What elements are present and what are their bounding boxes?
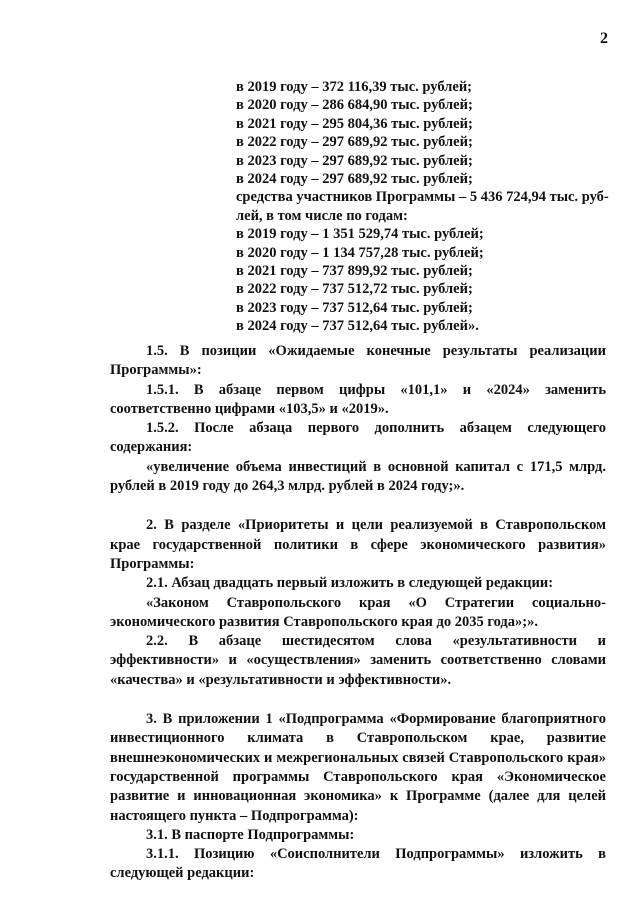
section-2-1: 2.1. Абзац двадцать первый изложить в следующей редакции: [146,575,554,592]
spacer [110,690,606,710]
funding-line: в 2021 году – 737 899,92 тыс. рублей; [236,263,473,280]
funding-line: в 2020 году – 1 134 757,28 тыс. рублей; [236,244,484,261]
section-2-2: 2.2. В абзаце шестидесятом слова «результативности и эффективности» и «осуществления» заменить соответственно словами «качества» и «результативности и эффективности». [110,633,606,688]
funding-line: средства участников Программы – 5 436 724,94 тыс. руб- [236,189,609,206]
document-body [110,342,606,884]
section-3-heading: 3. В приложении 1 «Подпрограмма «Формирование благоприятного инвестиционного климата в Ставропольском крае, развитие внешнеэкономических и межрегиональных связей Ставропольского края» государственной программы Ставропольского края «Экономическое развитие и инновационная экономика» к Программе (далее для целей настоящего пункта – Подпрограмма): [110,711,606,824]
funding-line: в 2022 году – 297 689,92 тыс. рублей; [236,134,473,151]
funding-line: в 2024 году – 297 689,92 тыс. рублей; [236,171,473,188]
spacer [110,496,606,516]
section-2-1-quote: «Законом Ставропольского края «О Стратегии социально-экономического развития Ставропольского края до 2035 года»;». [110,594,606,630]
funding-line: в 2023 году – 297 689,92 тыс. рублей; [236,152,473,169]
funding-line: в 2023 году – 737 512,64 тыс. рублей; [236,299,473,316]
funding-line: лей, в том числе по годам: [236,207,408,224]
funding-line: в 2021 году – 295 804,36 тыс. рублей; [236,115,473,132]
funding-list [236,78,609,336]
funding-line: в 2020 году – 286 684,90 тыс. рублей; [236,97,473,114]
section-1-5-quote: «увеличение объема инвестиций в основной капитал с 171,5 млрд. рублей в 2019 году до 264,3 млрд. рублей в 2024 году;». [110,458,606,495]
funding-line: в 2024 году – 737 512,64 тыс. рублей». [236,318,479,335]
funding-line: в 2022 году – 737 512,72 тыс. рублей; [236,281,473,298]
funding-line: в 2019 году – 1 351 529,74 тыс. рублей; [236,226,484,243]
section-3-1: 3.1. В паспорте Подпрограммы: [146,826,355,843]
section-2-heading: 2. В разделе «Приоритеты и цели реализуемой в Ставропольском крае государственной политики в сфере экономического развития» Программы: [110,517,606,572]
page-number: 2 [600,30,608,47]
section-3-1-1: 3.1.1. Позицию «Соисполнители Подпрограммы» изложить в следующей редакции: [110,846,606,882]
section-1-5-1: 1.5.1. В абзаце первом цифры «101,1» и «2024» заменить соответственно цифрами «103,5» и «2019». [110,381,606,417]
section-1-5-2: 1.5.2. После абзаца первого дополнить абзацем следующего содержания: [110,420,606,456]
funding-line: в 2019 году – 372 116,39 тыс. рублей; [236,79,473,95]
section-1-5-heading: 1.5. В позиции «Ожидаемые конечные результаты реализации Программы»: [110,343,606,379]
